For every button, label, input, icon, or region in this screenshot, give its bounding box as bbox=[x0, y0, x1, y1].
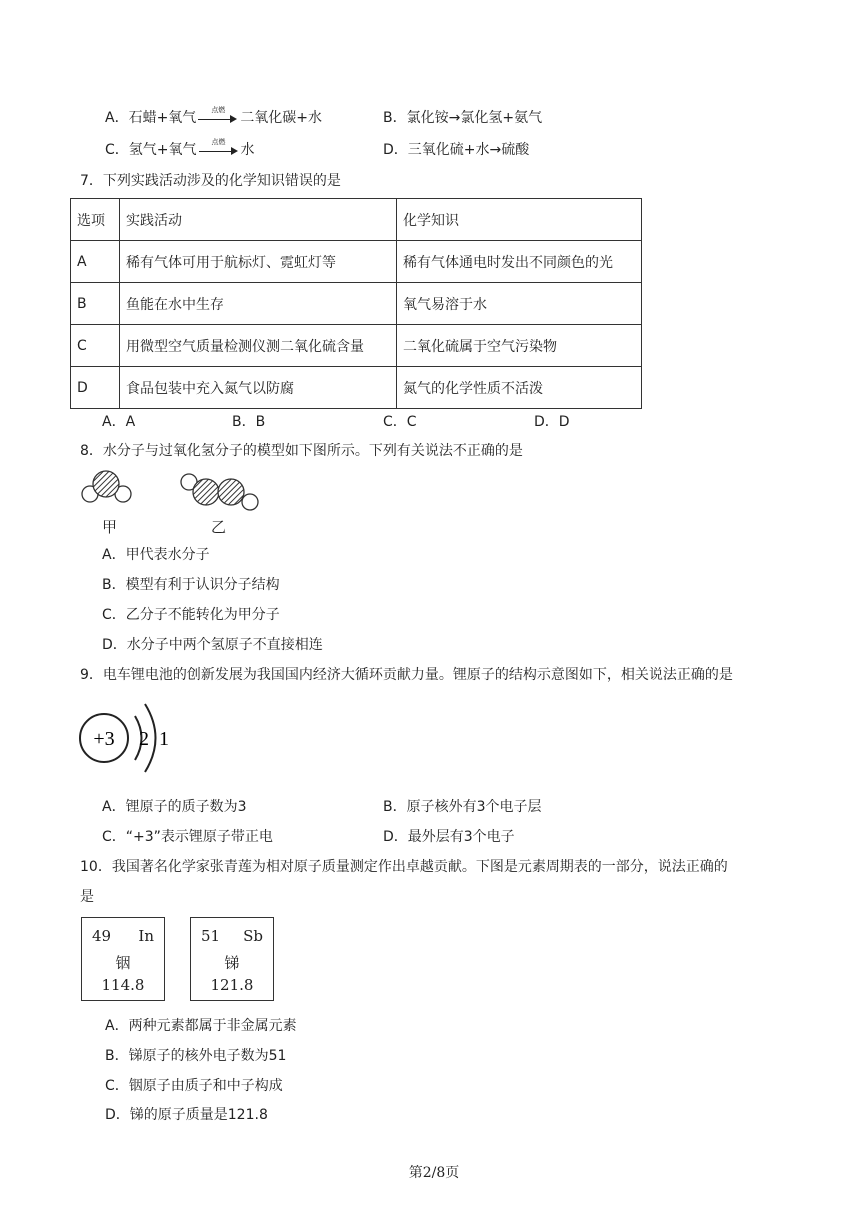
atomic-mass: 114.8 bbox=[101, 976, 145, 994]
table-header-row bbox=[71, 199, 642, 241]
table-header-cell: 实践活动 bbox=[120, 199, 397, 241]
element-name: 锑 bbox=[224, 954, 240, 972]
table-cell: 氮气的化学性质不活泼 bbox=[397, 367, 642, 409]
element-card-antimony bbox=[190, 917, 274, 1001]
q9-option-d: D．最外层有3个电子 bbox=[383, 829, 515, 845]
q9-option-a: A．锂原子的质子数为3 bbox=[102, 799, 247, 815]
q7-option-b: B．B bbox=[232, 414, 266, 430]
q7-option-c: C．C bbox=[383, 414, 417, 430]
table-row bbox=[71, 367, 642, 409]
q6-option-b: B．氯化铵→氯化氢+氨气 bbox=[383, 110, 543, 126]
shell2-electrons: 1 bbox=[159, 728, 169, 750]
table-cell: 二氧化硫属于空气污染物 bbox=[397, 325, 642, 367]
table-cell: 鱼能在水中生存 bbox=[120, 283, 397, 325]
label-jia: 甲 bbox=[102, 518, 118, 536]
table-header-cell: 选项 bbox=[71, 199, 120, 241]
q7-option-a: A．A bbox=[102, 414, 136, 430]
q10-stem-line1: 10．我国著名化学家张青莲为相对原子质量测定作出卓越贡献。下图是元素周期表的一部分，说法正确的 bbox=[80, 859, 728, 875]
q8-option-a: A．甲代表水分子 bbox=[102, 547, 210, 563]
q10-option-a: A．两种元素都属于非金属元素 bbox=[105, 1018, 297, 1034]
atomic-number: 49 bbox=[92, 927, 112, 945]
table-cell: 氧气易溶于水 bbox=[397, 283, 642, 325]
q8-option-b: B．模型有利于认识分子结构 bbox=[102, 577, 280, 593]
q8-option-c: C．乙分子不能转化为甲分子 bbox=[102, 607, 280, 623]
table-row bbox=[71, 325, 642, 367]
shell1-electrons: 2 bbox=[139, 728, 149, 750]
q8-option-d: D．水分子中两个氢原子不直接相连 bbox=[102, 637, 323, 653]
q7-option-d: D．D bbox=[534, 414, 570, 430]
table-cell: 稀有气体可用于航标灯、霓虹灯等 bbox=[120, 241, 397, 283]
q10-option-b: B．锑原子的核外电子数为51 bbox=[105, 1048, 287, 1064]
table-row bbox=[71, 241, 642, 283]
table-cell: B bbox=[71, 283, 120, 325]
element-name: 铟 bbox=[115, 954, 131, 972]
table-row bbox=[71, 283, 642, 325]
table-cell: C bbox=[71, 325, 120, 367]
element-symbol: Sb bbox=[243, 927, 263, 945]
table-header-cell: 化学知识 bbox=[397, 199, 642, 241]
q7-stem: 7．下列实践活动涉及的化学知识错误的是 bbox=[80, 173, 341, 189]
q8-stem: 8．水分子与过氧化氢分子的模型如下图所示。下列有关说法不正确的是 bbox=[80, 443, 523, 459]
q9-stem: 9．电车锂电池的创新发展为我国国内经济大循环贡献力量。锂原子的结构示意图如下，相关说法正确的是 bbox=[80, 667, 733, 683]
hydrogen-peroxide-molecule-icon bbox=[181, 474, 258, 510]
q6-option-d: D．三氧化硫+水→硫酸 bbox=[383, 142, 530, 158]
element-card-indium bbox=[81, 917, 165, 1001]
reaction-arrow-icon: 点燃 bbox=[198, 111, 238, 125]
label-yi: 乙 bbox=[211, 518, 227, 536]
q9-option-b: B．原子核外有3个电子层 bbox=[383, 799, 542, 815]
q6-option-c: C．氢气+氧气 点燃 水 bbox=[105, 138, 255, 158]
atomic-mass: 121.8 bbox=[210, 976, 254, 994]
q9-option-c: C．“+3”表示锂原子带正电 bbox=[102, 829, 273, 845]
atomic-number: 51 bbox=[201, 927, 221, 945]
page-number: 第2/8页 bbox=[408, 1165, 460, 1181]
reaction-arrow-icon: 点燃 bbox=[199, 143, 239, 157]
table-cell: 稀有气体通电时发出不同颜色的光 bbox=[397, 241, 642, 283]
table-cell: D bbox=[71, 367, 120, 409]
nucleus-charge: +3 bbox=[93, 728, 115, 750]
q10-option-d: D．锑的原子质量是121.8 bbox=[105, 1107, 268, 1123]
water-molecule-icon bbox=[82, 471, 131, 502]
table-cell: 用微型空气质量检测仪测二氧化硫含量 bbox=[120, 325, 397, 367]
molecule-models bbox=[76, 464, 276, 514]
q7-table bbox=[70, 198, 642, 409]
table-cell: 食品包装中充入氮气以防腐 bbox=[120, 367, 397, 409]
lithium-atom-diagram bbox=[78, 692, 178, 784]
table-cell: A bbox=[71, 241, 120, 283]
q10-option-c: C．铟原子由质子和中子构成 bbox=[105, 1078, 283, 1094]
q10-stem-line2: 是 bbox=[80, 889, 94, 905]
q6-option-a: A．石蜡+氧气 点燃 二氧化碳+水 bbox=[105, 106, 323, 126]
element-symbol: In bbox=[138, 927, 154, 945]
